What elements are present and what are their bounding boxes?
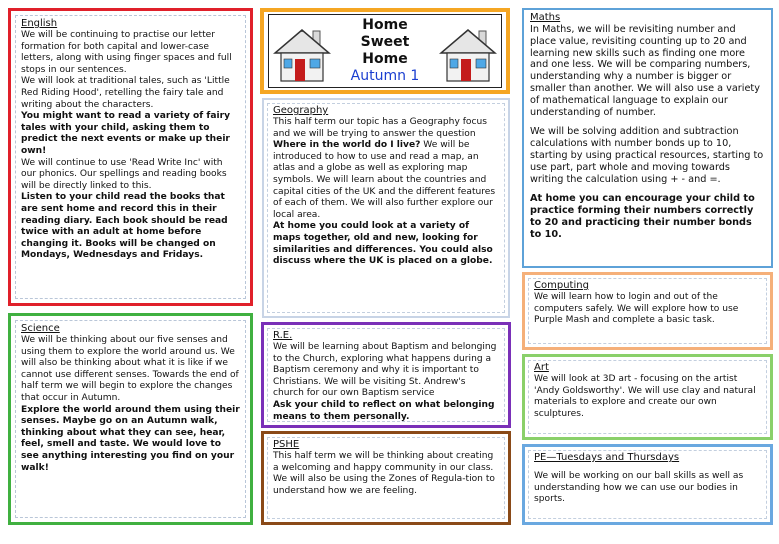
science-panel bbox=[8, 313, 253, 525]
english-heading: English bbox=[21, 18, 58, 29]
pe-text-1: We will be working on our ball skills as well as understanding how we can use our bodies in sports. bbox=[534, 471, 744, 505]
pe-panel-inner bbox=[528, 450, 767, 519]
geography-text-1a: This half term our topic has a Geography focus and we will be trying to answer the question bbox=[273, 117, 487, 139]
title-line-2: Sweet bbox=[360, 34, 410, 50]
title-banner-inner bbox=[268, 14, 502, 88]
art-heading: Art bbox=[534, 362, 549, 373]
english-home-tip-1: You might want to read a variety of fairy tales with your child, asking them to predict the next events or make up their own! bbox=[21, 111, 231, 156]
art-panel-inner bbox=[528, 360, 767, 434]
maths-panel bbox=[522, 8, 773, 268]
geography-text-1 bbox=[273, 117, 499, 221]
maths-text-1: In Maths, we will be revisiting number and place value, revisiting counting up to 20 and learning new skills such as finding one more and one less. We will be comparing numbers, understanding why a number is bigger or smaller than another. We will also use a variety of mathematical language to explain our understanding of number. bbox=[530, 24, 760, 118]
maths-home-tip: At home you can encourage your child to practice forming their numbers correctly to 20 and practicing their number bonds to 10. bbox=[530, 193, 755, 240]
pshe-panel-inner bbox=[267, 437, 505, 519]
house-icon bbox=[439, 27, 497, 83]
english-text-3: We will continue to use 'Read Write Inc' with our phonics. Our spellings and reading books will be directly linked to this. bbox=[21, 157, 227, 191]
re-home-tip: Ask your child to reflect on what belonging means to them personally. bbox=[273, 399, 495, 422]
re-panel-inner bbox=[267, 328, 505, 422]
term-label: Autumn 1 bbox=[350, 68, 420, 84]
pshe-text-1: This half term we will be thinking about creating a welcoming and happy community in our class. bbox=[273, 451, 494, 473]
geography-question: Where in the world do I live? bbox=[273, 140, 421, 151]
english-text-2: We will look at traditional tales, such as 'Little Red Riding Hood', retelling the fairy tale and writing about the characters. bbox=[21, 76, 230, 110]
art-panel bbox=[522, 354, 773, 440]
science-home-tip: Explore the world around them using their senses. Maybe go on an Autumn walk, thinking about what they can see, hear, feel, smell and taste. We would love to see anything interesting you find on your walk! bbox=[21, 404, 240, 473]
science-text-1: We will be thinking about our five senses and using them to explore the world around us. We will also be thinking about what it is like if we cannot use different senses. Towards the end of half term we will begin to explore the changes that occur in Autumn. bbox=[21, 335, 239, 403]
computing-panel bbox=[522, 272, 773, 350]
pshe-panel bbox=[261, 431, 511, 525]
art-text-1: We will look at 3D art - focusing on the artist 'Andy Goldsworthy'. We will use clay and natural materials to explore and create our own sculptures. bbox=[534, 374, 756, 419]
title-banner bbox=[260, 8, 510, 94]
geography-home-tip: At home you could look at a variety of maps together, old and new, looking for similarities and differences. You could also discuss where the UK is placed on a globe. bbox=[273, 221, 493, 267]
title-text bbox=[335, 17, 435, 85]
computing-panel-inner bbox=[528, 278, 767, 344]
english-panel-inner bbox=[15, 15, 246, 299]
geography-panel-inner bbox=[267, 103, 505, 313]
pe-heading: PE—Tuesdays and Thursdays bbox=[534, 452, 680, 463]
pshe-heading: PSHE bbox=[273, 439, 300, 450]
maths-text-2: We will be solving addition and subtraction calculations with number bonds up to 10, starting by using practical resources, starting to use part, part whole and moving towards writing the calculation using + - and =. bbox=[530, 126, 764, 185]
science-panel-inner bbox=[15, 320, 246, 518]
re-heading: R.E. bbox=[273, 330, 293, 341]
science-heading: Science bbox=[21, 323, 60, 334]
english-panel bbox=[8, 8, 253, 306]
maths-panel-inner bbox=[526, 12, 768, 263]
geography-panel bbox=[262, 98, 510, 318]
pshe-text-2: We will also be using the Zones of Regula-tion to understand how we are feeling. bbox=[273, 474, 495, 496]
english-home-tip-2: Listen to your child read the books that are sent home and record this in their reading diary. Each book should be read twice with an adult at home before changing it. Books will be changed on Mondays, Wednesdays and Fridays. bbox=[21, 192, 228, 261]
geography-text-1c: We will be introduced to how to use and read a map, an atlas and a globe as well as exploring map symbols. We will learn about the countries and capital cities of the UK and the different features of each of them. We will also further explore our local area. bbox=[273, 140, 496, 220]
english-text-1: We will be continuing to practise our letter formation for both capital and lower-case letters, along with using finger spaces and full stops in our sentences. bbox=[21, 30, 232, 75]
computing-text-1: We will learn how to login and out of the computers safely. We will explore how to use Purple Mash and complete a basic task. bbox=[534, 292, 739, 326]
pe-panel bbox=[522, 444, 773, 525]
house-icon bbox=[273, 27, 331, 83]
re-panel bbox=[261, 322, 511, 428]
maths-heading: Maths bbox=[530, 12, 561, 23]
title-line-3: Home bbox=[362, 51, 408, 67]
computing-heading: Computing bbox=[534, 280, 589, 291]
title-line-1: Home bbox=[362, 17, 408, 33]
geography-heading: Geography bbox=[273, 105, 329, 116]
re-text-1: We will be learning about Baptism and belonging to the Church, exploring what happens during a Baptism ceremony and why it is important to Christians. We will be visiting St. Andrew's church for our own Baptism service bbox=[273, 342, 497, 399]
